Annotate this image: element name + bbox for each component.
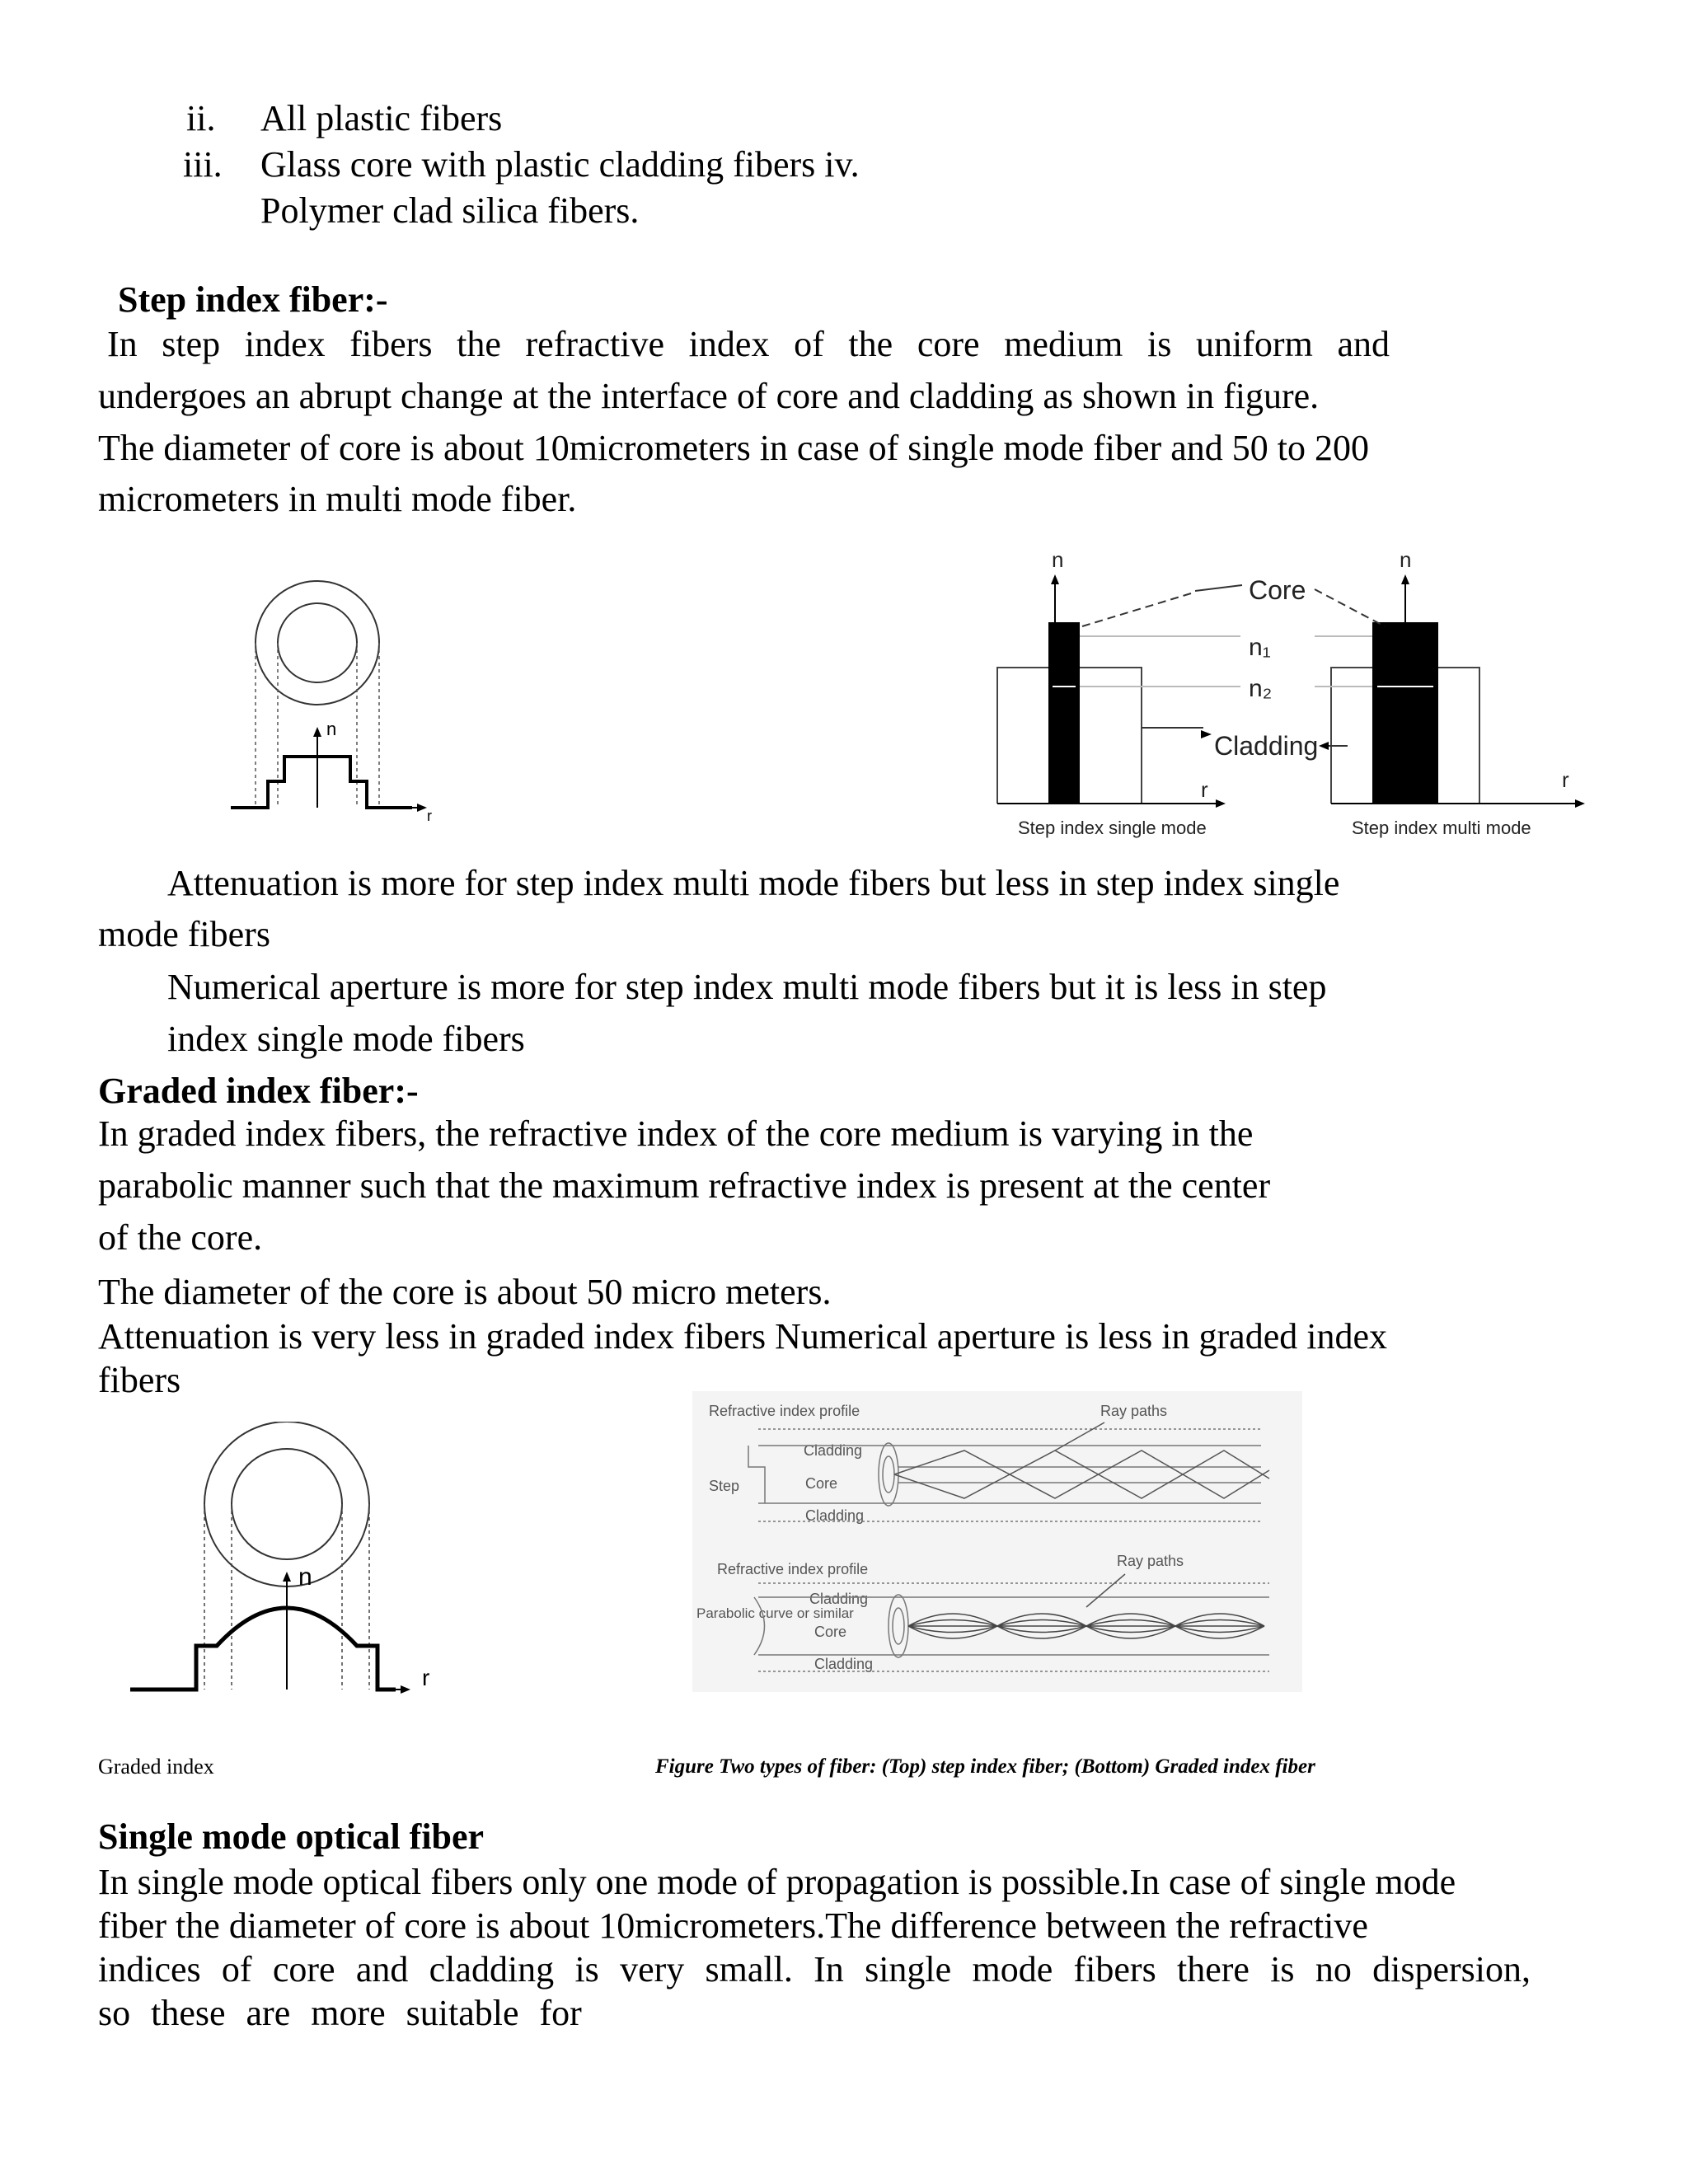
list-number-iii: iii. [183, 144, 223, 185]
ray-paths-label: Ray paths [1117, 1553, 1184, 1569]
cladding-label: Cladding [814, 1656, 874, 1672]
multi-mode-core [1372, 622, 1438, 804]
step-index-modes-figure [985, 540, 1603, 853]
core-label: Core [1249, 575, 1306, 605]
figure-caption: Figure Two types of fiber: (Top) step index fiber; (Bottom) Graded index fiber [655, 1755, 1315, 1778]
refractive-index-profile-label: Refractive index profile [709, 1403, 860, 1419]
step-single-mode-caption: Step index single mode [1018, 818, 1207, 838]
graded-profile-curve [130, 1608, 396, 1690]
core-label: Core [814, 1624, 847, 1640]
step-label: Step [709, 1478, 740, 1494]
single-mode-core [1048, 622, 1080, 804]
numerical-aperture-line: Numerical aperture is more for step index multi mode fibers but it is less in step [167, 967, 1327, 1007]
step-multi-mode-caption: Step index multi mode [1352, 818, 1531, 838]
step-profile-line [231, 757, 412, 808]
cladding-outer-circle [256, 581, 379, 705]
list-number-ii: ii. [186, 98, 216, 138]
n-label: n [1052, 547, 1064, 572]
single-mode-heading: Single mode optical fiber [98, 1816, 485, 1857]
step-index-paragraph-line: undergoes an abrupt change at the interface of core and cladding as shown in figure. [98, 376, 1320, 416]
n2-label: n₂ [1249, 675, 1273, 702]
graded-index-paragraph-line: The diameter of the core is about 50 micro meters. [98, 1272, 832, 1312]
refractive-index-profile-label: Refractive index profile [717, 1561, 869, 1577]
graded-index-paragraph-line: fibers [98, 1360, 181, 1400]
n-label: n [298, 1563, 312, 1591]
graded-index-paragraph-line: parabolic manner such that the maximum refractive index is present at the center [98, 1165, 1271, 1206]
graded-index-heading: Graded index fiber:- [98, 1071, 419, 1111]
graded-index-profile-figure [124, 1422, 470, 1702]
attenuation-line: Attenuation is more for step index multi mode fibers but less in step index single [167, 863, 1340, 903]
single-mode-paragraph-line: indices of core and cladding is very small. In single mode fibers there is no dispersion, [98, 1949, 1531, 1990]
numerical-aperture-line: index single mode fibers [167, 1019, 525, 1059]
list-item-iii: Glass core with plastic cladding fibers iv. [260, 144, 860, 185]
n1-label: n₁ [1249, 634, 1271, 661]
graded-index-paragraph-line: of the core. [98, 1217, 263, 1258]
cladding-outer-circle [204, 1422, 369, 1586]
core-circle [278, 603, 357, 682]
fiber-types-figure [692, 1391, 1302, 1692]
cladding-label: Cladding [809, 1591, 869, 1607]
single-mode-paragraph-line: In single mode optical fibers only one mode of propagation is possible.In case of single mode [98, 1862, 1456, 1902]
core-label: Core [805, 1475, 838, 1492]
n-label: n [1400, 547, 1412, 572]
step-index-heading: Step index fiber:- [118, 279, 388, 320]
graded-index-caption: Graded index [98, 1755, 214, 1779]
graded-index-paragraph-line: In graded index fibers, the refractive index of the core medium is varying in the [98, 1113, 1254, 1154]
r-label: r [422, 1665, 430, 1690]
step-index-profile-figure [223, 569, 437, 824]
ray-paths-label: Ray paths [1100, 1403, 1168, 1419]
single-mode-paragraph-line: fiber the diameter of core is about 10micrometers.The difference between the refractive [98, 1905, 1368, 1946]
cladding-label: Cladding [805, 1507, 865, 1524]
r-label: r [1201, 777, 1208, 802]
list-item-iv: Polymer clad silica fibers. [260, 190, 640, 231]
core-circle [232, 1449, 342, 1559]
single-mode-paragraph-line: so these are more suitable for [98, 1993, 582, 2033]
cladding-label: Cladding [1214, 731, 1319, 761]
attenuation-line: mode fibers [98, 914, 270, 954]
r-label: r [427, 808, 432, 824]
step-index-paragraph-line: In step index fibers the refractive index of the core medium is uniform and [107, 324, 1390, 364]
parabolic-curve-label: Parabolic curve or similar [696, 1605, 854, 1621]
step-index-paragraph-line: The diameter of core is about 10micrometers in case of single mode fiber and 50 to 200 [98, 428, 1369, 468]
cladding-label: Cladding [804, 1442, 863, 1459]
list-item-ii: All plastic fibers [260, 98, 503, 138]
r-label: r [1562, 767, 1569, 792]
n-label: n [326, 719, 337, 739]
figure-background [692, 1391, 1302, 1692]
step-index-paragraph-line: micrometers in multi mode fiber. [98, 479, 577, 519]
graded-index-paragraph-line: Attenuation is very less in graded index fibers Numerical aperture is less in graded index [98, 1316, 1387, 1357]
